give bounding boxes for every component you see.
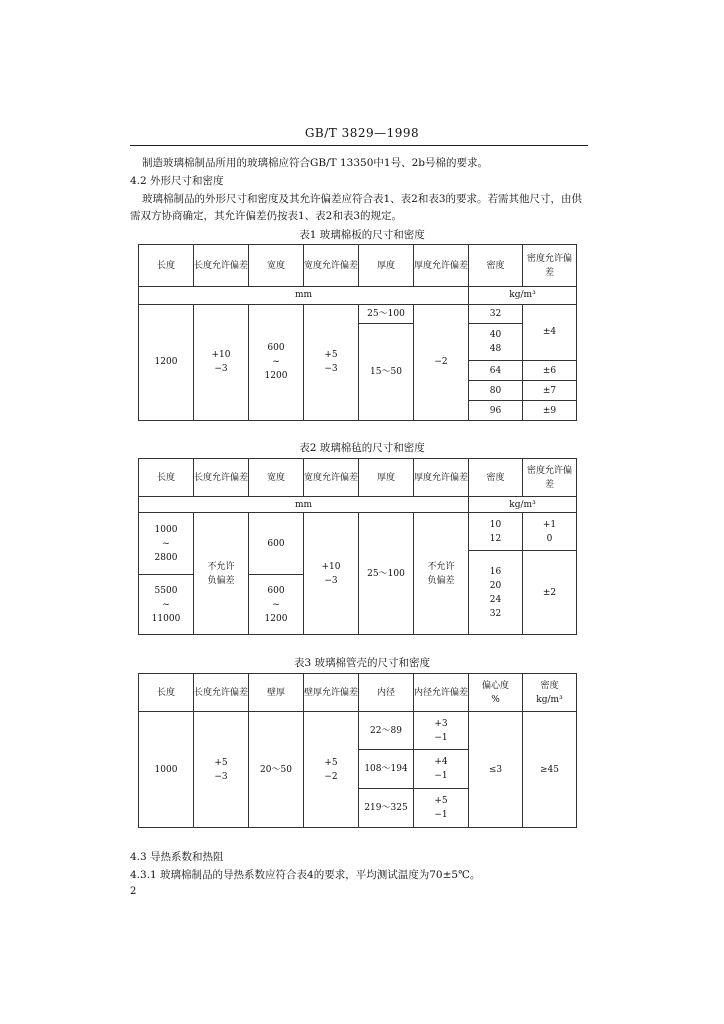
- t3-length-tol: +5 −3: [194, 712, 249, 828]
- section-4-3-1: 4.3.1 玻璃棉制品的导热系数应符合表4的要求，平均测试温度为70±5℃。: [130, 869, 481, 881]
- t1-h-width-tol: 宽度允许偏差: [304, 245, 359, 287]
- t1-h-thick-tol: 厚度允许偏差: [414, 245, 469, 287]
- t3-wall: 20～50: [249, 712, 304, 828]
- t1-h-width: 宽度: [249, 245, 304, 287]
- t1-unit-mm: mm: [139, 287, 469, 305]
- table3-caption: 表3 玻璃棉管壳的尺寸和密度: [293, 657, 431, 669]
- t3-h-ecc-label: 偏心度: [481, 680, 509, 691]
- section-4-2-line2: 需双方协商确定，其允许偏差仍按表1、表2和表3的规定。: [130, 210, 403, 222]
- t3-inner-tol-3: +5 −1: [414, 789, 469, 828]
- t1-unit-density: kg/m³: [469, 287, 577, 305]
- table2: [138, 458, 577, 635]
- t1-length-tol: +10 −3: [194, 304, 249, 420]
- t3-h-density-label: 密度: [540, 680, 559, 691]
- t2-unit-mm: mm: [139, 497, 469, 513]
- t3-inner-tol-1: +3 −1: [414, 712, 469, 750]
- t1-density-80: 80: [469, 381, 523, 401]
- running-header: GB/T 3829—1998: [304, 126, 420, 140]
- t2-h-thickness: 厚度: [359, 459, 414, 497]
- t2-width-a: 600: [249, 513, 304, 575]
- t2-density-a: 10 12: [469, 513, 523, 551]
- header-rule: [130, 145, 588, 146]
- table3: [138, 673, 577, 828]
- intro-text: 制造玻璃棉制品所用的玻璃棉应符合GB/T 13350中1号、2b号棉的要求。: [142, 157, 488, 169]
- t3-h-length: 长度: [139, 674, 194, 712]
- t3-ecc: ≤3: [469, 712, 523, 828]
- t1-thick-tol: −2: [414, 304, 469, 420]
- t2-thickness: 25～100: [359, 513, 414, 635]
- t3-h-inner: 内径: [359, 674, 414, 712]
- t1-density-96: 96: [469, 401, 523, 421]
- t1-h-length-tol: 长度允许偏差: [194, 245, 249, 287]
- t2-h-length: 长度: [139, 459, 194, 497]
- t1-width: 600 ~ 1200: [249, 304, 304, 420]
- t2-h-width-tol: 宽度允许偏差: [304, 459, 359, 497]
- table1-caption: 表1 玻璃棉板的尺寸和密度: [299, 229, 425, 241]
- t3-density: ≥45: [523, 712, 577, 828]
- t3-h-wall: 壁厚: [249, 674, 304, 712]
- t1-density-tol-4: ±4: [523, 304, 577, 360]
- t1-h-density: 密度: [469, 245, 523, 287]
- t3-inner-tol-2: +4 −1: [414, 750, 469, 789]
- t2-unit-density: kg/m³: [469, 497, 577, 513]
- t2-h-density-tol: 密度允许偏差: [523, 459, 577, 497]
- t2-density-tol-b: ±2: [523, 551, 577, 635]
- t1-density-tol-6: ±6: [523, 361, 577, 381]
- section-4-2-title: 4.2 外形尺寸和密度: [130, 175, 224, 187]
- t3-wall-tol: +5 −2: [304, 712, 359, 828]
- table1: [138, 244, 577, 421]
- t1-thick-b: 15～50: [359, 323, 414, 420]
- t2-h-length-tol: 长度允许偏差: [194, 459, 249, 497]
- t3-h-density: [523, 674, 577, 712]
- t3-h-length-tol: 长度允许偏差: [194, 674, 249, 712]
- t3-h-ecc: [469, 674, 523, 712]
- t2-h-thick-tol: 厚度允许偏差: [414, 459, 469, 497]
- t2-density-b: 16 20 24 32: [469, 551, 523, 635]
- t2-width-b: 600 ~ 1200: [249, 575, 304, 635]
- t1-density-tol-9: ±9: [523, 401, 577, 421]
- t3-inner-2: 108～194: [359, 750, 414, 789]
- t1-density-tol-7: ±7: [523, 381, 577, 401]
- t1-h-length: 长度: [139, 245, 194, 287]
- section-4-2-line1: 玻璃棉制品的外形尺寸和密度及其允许偏差应符合表1、表2和表3的要求。若需其他尺寸，由供: [142, 193, 583, 205]
- t3-inner-1: 22～89: [359, 712, 414, 750]
- section-4-3-title: 4.3 导热系数和热阻: [130, 851, 224, 863]
- t1-density-32: 32: [469, 304, 523, 323]
- t2-length-tol: 不允许 负偏差: [194, 513, 249, 635]
- t1-h-density-tol: 密度允许偏差: [523, 245, 577, 287]
- t2-thick-tol: 不允许 负偏差: [414, 513, 469, 635]
- t2-h-density: 密度: [469, 459, 523, 497]
- t1-thick-a: 25～100: [359, 304, 414, 323]
- table2-caption: 表2 玻璃棉毡的尺寸和密度: [299, 442, 425, 454]
- t2-h-width: 宽度: [249, 459, 304, 497]
- t2-length-a: 1000 ~ 2800: [139, 513, 194, 575]
- t1-density-40-48: 40 48: [469, 323, 523, 361]
- t3-h-density-unit: kg/m³: [536, 694, 563, 705]
- t2-width-tol: +10 −3: [304, 513, 359, 635]
- t2-length-b: 5500 ~ 11000: [139, 575, 194, 635]
- t3-h-inner-tol: 内径允许偏差: [414, 674, 469, 712]
- t2-density-tol-a: +1 0: [523, 513, 577, 551]
- page-number: 2: [130, 886, 137, 897]
- t3-length: 1000: [139, 712, 194, 828]
- t1-h-thickness: 厚度: [359, 245, 414, 287]
- t1-width-tol: +5 −3: [304, 304, 359, 420]
- t3-inner-3: 219～325: [359, 789, 414, 828]
- t3-h-wall-tol: 壁厚允许偏差: [304, 674, 359, 712]
- t1-length: 1200: [139, 304, 194, 420]
- t3-h-ecc-unit: %: [491, 694, 500, 705]
- t1-density-64: 64: [469, 361, 523, 381]
